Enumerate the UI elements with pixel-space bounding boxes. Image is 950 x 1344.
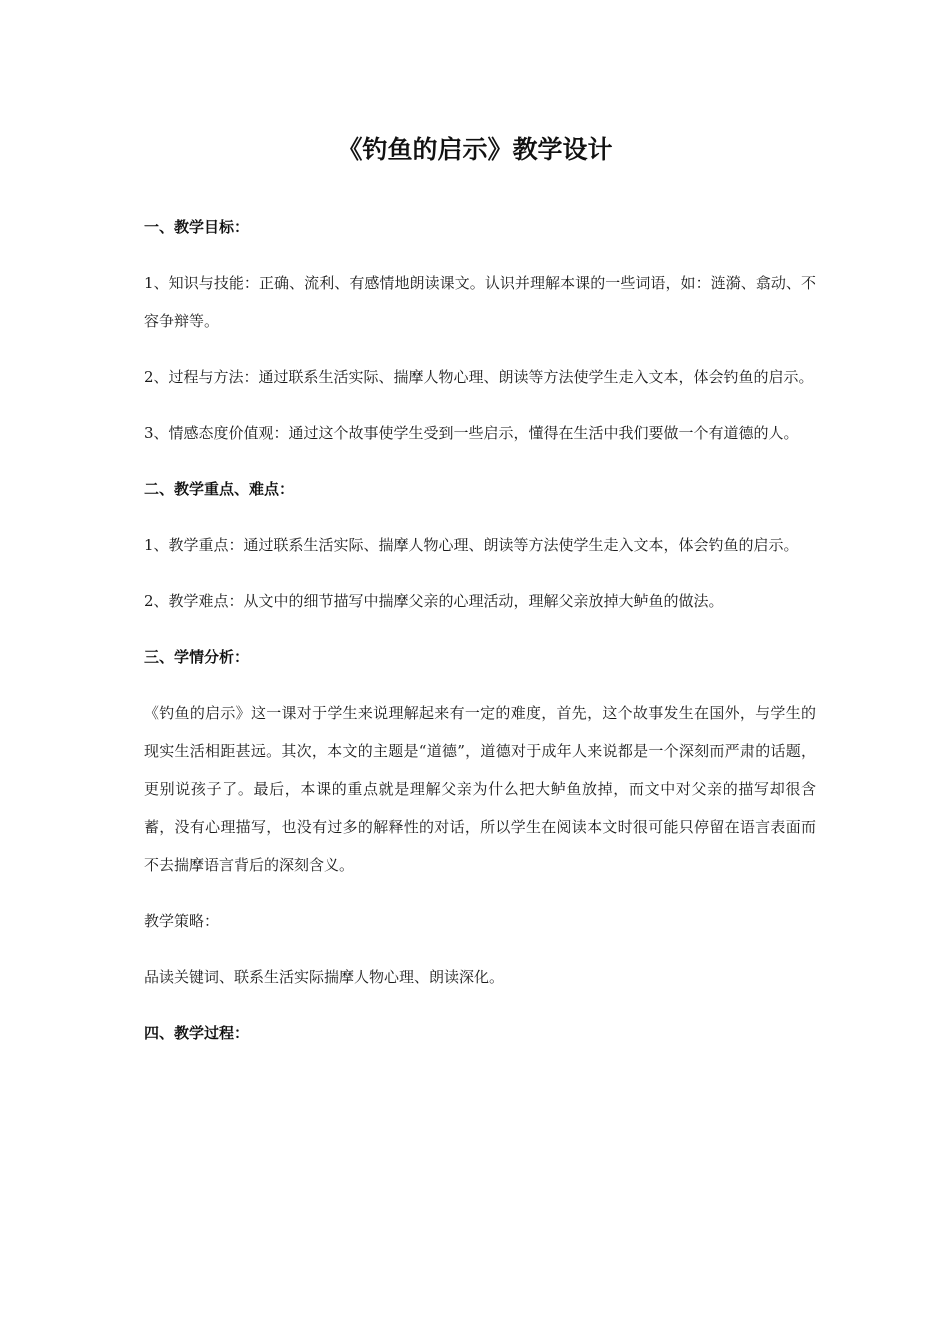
strategy-text: 品读关键词、联系生活实际揣摩人物心理、朗读深化。 (144, 968, 505, 986)
goal-process-methods: 2、过程与方法：通过联系生活实际、揣摩人物心理、朗读等方法使学生走入文本，体会钓鱼的启示。 (144, 368, 814, 386)
analysis-paragraph: 《钓鱼的启示》这一课对于学生来说理解起来有一定的难度，首先，这个故事发生在国外，与学生的现实生活相距甚远。其次，本文的主题是“道德”，道德对于成年人来说都是一个深刻而严肃的话题，更别说孩子了。最后，本课的重点就是理解父亲为什么把大鲈鱼放掉，而文中对父亲的描写却很含蓄，没有心理描写，也没有过多的解释性的对话，所以学生在阅读本文时很可能只停留在语言表面而不去揣摩语言背后的深刻含义。 (144, 704, 816, 874)
section-heading-key-points: 二、教学重点、难点： (144, 480, 295, 498)
goal-emotion-values: 3、情感态度价值观：通过这个故事使学生受到一些启示，懂得在生活中我们要做一个有道德的人。 (144, 424, 799, 442)
goal-knowledge-skills: 1、知识与技能：正确、流利、有感情地朗读课文。认识并理解本课的一些词语，如：涟漪、翕动、不容争辩等。 (144, 274, 816, 330)
difficult-point: 2、教学难点：从文中的细节描写中揣摩父亲的心理活动，理解父亲放掉大鲈鱼的做法。 (144, 592, 724, 610)
key-point: 1、教学重点：通过联系生活实际、揣摩人物心理、朗读等方法使学生走入文本，体会钓鱼的启示。 (144, 536, 799, 554)
document-title: 《钓鱼的启示》教学设计 (337, 135, 613, 164)
section-heading-process: 四、教学过程： (144, 1024, 250, 1042)
section-heading-goals: 一、教学目标： (144, 218, 250, 236)
document-body (144, 208, 816, 1070)
strategy-label: 教学策略： (144, 912, 220, 930)
section-heading-analysis: 三、学情分析： (144, 648, 250, 666)
